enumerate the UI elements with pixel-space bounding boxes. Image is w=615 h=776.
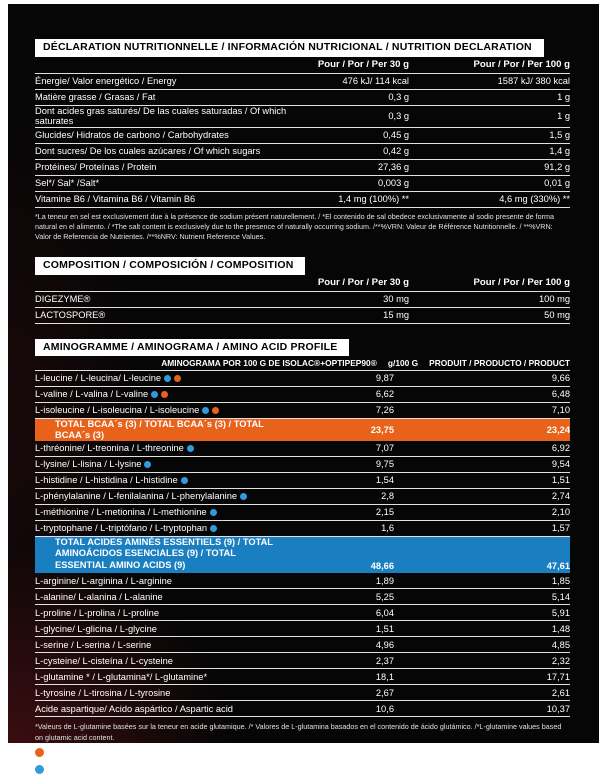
value-per-30g: 27,36 g: [377, 162, 409, 173]
value-per-100g-product: 23,24: [546, 424, 570, 435]
amino-acid-name: TOTAL ACIDES AMINÉS ESSENTIELS (9) / TOTAL AMINOÁCIDOS ESENCIALES (9) / TOTAL ESSENTIAL AMINO ACIDS (9): [55, 536, 273, 570]
table-row: [35, 292, 570, 308]
legend-essential-text: Acide aminé essentiel. / Aminoácido Esencial. / Essential amino acid.: [51, 763, 373, 775]
amino-acid-name: L-histidine / L-histidina / L-histidine: [35, 474, 178, 485]
table-row: [35, 505, 570, 521]
value-per-100g: 1587 kJ/ 380 kcal: [497, 75, 570, 86]
composition-table: [35, 275, 570, 324]
value-per-100g-product: 9,54: [551, 458, 570, 469]
bcaa-dot-icon: [35, 748, 44, 757]
amino-acid-dots: [240, 493, 247, 500]
col-header-per-100g: Pour / Por / Per 100 g: [473, 59, 570, 71]
essential-dot-icon: [164, 375, 171, 382]
essential-dot-icon: [187, 445, 194, 452]
value-per-100g-isolac: 2,15: [375, 506, 394, 517]
value-per-100g: 1 g: [557, 91, 570, 102]
ingredient-name: DIGEZYME®: [35, 293, 91, 304]
amino-acid-name: L-tyrosine / L-tirosina / L-tyrosine: [35, 687, 171, 698]
glutamine-footnote: *Valeurs de L-glutamine basées sur la teneur en acide glutamique. /* Valores de L-glutamina basados en el contenido de ácido glutámico. /*L-glutamine values based on glutamic acid content.: [35, 722, 562, 742]
value-per-100g-product: 7,10: [551, 405, 570, 416]
amino-acid-name: L-lysine/ L-lisina / L-lysine: [35, 458, 142, 469]
legend-bcaa-text: Acide aminé à chaîne ramifiée (BCAA). / Aminoácido ramificado (BCAA). / Branched Chain Amino Acid (BCAA).: [51, 746, 568, 758]
nutrient-name: Dont sucres/ De los cuales azúcares / Of which sugars: [35, 146, 261, 157]
value-per-100g-isolac: 7,26: [375, 405, 394, 416]
value-per-100g-isolac: 2,8: [381, 490, 394, 501]
essential-dot-icon: [210, 525, 217, 532]
value-per-100g-product: 10,37: [546, 703, 570, 714]
value-per-100g-product: 47,61: [546, 560, 570, 571]
value-per-100g: 1,4 g: [549, 146, 570, 157]
table-row: [35, 441, 570, 457]
value-per-100g-product: 2,32: [551, 655, 570, 666]
value-per-100g-isolac: 7,07: [375, 442, 394, 453]
salt-nrv-footnote: *La teneur en sel est exclusivement due à la présence de sodium présent naturellement. / *El contenido de sal obedece exclusivamente al sodio presente de forma natural en el alimento. / *The salt content is exclusively due to the presence of naturally occurring sodium. /**%VRN: Valeur de Référence Nutritionnelle. / **%VRN: Valor de Referencia de Nutrientes. /**%NRV: Nutrient Reference Values.: [35, 211, 555, 242]
aminogram-basis-label: AMINOGRAMA POR 100 G DE ISOLAC®+OPTIPEP90®: [161, 358, 377, 369]
table-row: [35, 685, 570, 701]
value-per-100g-product: 2,61: [551, 687, 570, 698]
value-per-30g: 30 mg: [383, 293, 409, 304]
table-row: [35, 457, 570, 473]
table-row: [35, 521, 570, 537]
table-row: [35, 637, 570, 653]
nutrient-name: Vitamine B6 / Vitamina B6 / Vitamin B6: [35, 194, 196, 205]
essential-dot-icon: [202, 407, 209, 414]
table-row: [35, 371, 570, 387]
table-row: [35, 160, 570, 176]
amino-acid-name: L-glycine/ L-glicina / L-glycine: [35, 623, 157, 634]
value-per-100g-product: 1,57: [551, 522, 570, 533]
amino-acid-name: L-cysteine/ L-cisteína / L-cysteine: [35, 655, 173, 666]
legend-bcaa: [35, 747, 570, 760]
table-row: [35, 128, 570, 144]
amino-acid-name: L-glutamine * / L-glutamina*/ L-glutamine*: [35, 671, 208, 682]
value-per-100g-isolac: 10,6: [375, 703, 394, 714]
amino-acid-name: L-phénylalanine / L-fenilalanina / L-phenylalanine: [35, 490, 238, 501]
aminogram-column-headers: [35, 356, 570, 371]
nutrition-rows: [35, 74, 570, 208]
value-per-100g-isolac: 2,67: [375, 687, 394, 698]
value-per-100g-product: 4,85: [551, 639, 570, 650]
amino-acid-name: L-arginine/ L-arginina / L-arginine: [35, 575, 172, 586]
essential-dot-icon: [210, 509, 217, 516]
value-per-100g: 50 mg: [544, 309, 570, 320]
nutrition-section-title: DÉCLARATION NUTRITIONNELLE / INFORMACIÓN NUTRICIONAL / NUTRITION DECLARATION: [35, 39, 544, 57]
value-per-100g-isolac: 48,66: [370, 560, 394, 571]
amino-acid-name: L-valine / L-valina / L-valine: [35, 389, 149, 400]
table-row: [35, 589, 570, 605]
value-per-100g-product: 6,48: [551, 389, 570, 400]
nutrition-table: [35, 57, 570, 208]
essential-dot-icon: [240, 493, 247, 500]
table-row: [35, 701, 570, 717]
nutrition-label-photo: [8, 4, 599, 775]
table-row: [35, 489, 570, 505]
amino-acid-name: TOTAL BCAA´s (3) / TOTAL BCAA´s (3) / TOTAL BCAA´s (3): [55, 419, 264, 440]
value-per-30g: 0,42 g: [383, 146, 409, 157]
value-per-100g-isolac: 1,6: [381, 522, 394, 533]
table-row: [35, 473, 570, 489]
col-header-per-30g: Pour / Por / Per 30 g: [317, 59, 409, 71]
table-row: [35, 387, 570, 403]
value-per-30g: 15 mg: [383, 309, 409, 320]
value-per-100g-product: 2,74: [551, 490, 570, 501]
aminogram-table: [35, 356, 570, 717]
nutrient-name: Protéines/ Proteínas / Protein: [35, 162, 157, 173]
value-per-100g-isolac: 6,62: [375, 389, 394, 400]
bcaa-dot-icon: [174, 375, 181, 382]
table-row: [35, 74, 570, 90]
value-per-100g-isolac: 2,37: [375, 655, 394, 666]
value-per-100g-product: 5,14: [551, 591, 570, 602]
bcaa-dot-icon: [161, 391, 168, 398]
value-per-30g: 0,003 g: [377, 178, 409, 189]
nutrient-name: Sel*/ Sal* /Salt*: [35, 178, 100, 189]
value-per-30g: 476 kJ/ 114 kcal: [342, 75, 409, 86]
value-per-100g-product: 1,51: [551, 474, 570, 485]
value-per-100g-isolac: 1,89: [375, 575, 394, 586]
table-row: [35, 419, 570, 440]
value-per-100g: 1,5 g: [549, 130, 570, 141]
amino-acid-name: L-alanine/ L-alanina / L-alanine: [35, 591, 163, 602]
table-row: [35, 90, 570, 106]
amino-acid-name: L-proline / L-prolina / L-proline: [35, 607, 160, 618]
amino-acid-dots: [210, 525, 217, 532]
amino-acid-name: L-isoleucine / L-isoleucina / L-isoleucine: [35, 405, 200, 416]
aminogram-rows: [35, 371, 570, 717]
value-per-100g-isolac: 23,75: [370, 424, 394, 435]
value-per-30g: 0,3 g: [388, 110, 409, 121]
value-per-100g-product: 1,85: [551, 575, 570, 586]
table-row: [35, 192, 570, 208]
aminogram-product-col-label: PRODUIT / PRODUCTO / PRODUCT: [429, 358, 570, 369]
value-per-100g: 1 g: [557, 110, 570, 121]
value-per-100g-product: 1,48: [551, 623, 570, 634]
table-row: [35, 669, 570, 685]
value-per-100g-product: 2,10: [551, 506, 570, 517]
amino-acid-name: L-serine / L-serina / L-serine: [35, 639, 152, 650]
composition-section: [35, 255, 570, 324]
ingredient-name: LACTOSPORE®: [35, 309, 106, 320]
value-per-30g: 0,45 g: [383, 130, 409, 141]
table-row: [35, 537, 570, 574]
value-per-100g-isolac: 18,1: [375, 671, 394, 682]
composition-column-headers: [35, 275, 570, 292]
amino-acid-name: L-tryptophane / L-triptófano / L-tryptophan: [35, 522, 208, 533]
value-per-100g-product: 9,66: [551, 373, 570, 384]
amino-acid-name: Acide aspartique/ Acido aspártico / Aspartic acid: [35, 703, 233, 714]
value-per-100g-isolac: 4,96: [375, 639, 394, 650]
bcaa-dot-icon: [212, 407, 219, 414]
value-per-100g: 91,2 g: [544, 162, 570, 173]
nutrient-name: Dont acides gras saturés/ De las cuales saturadas / Of which saturates: [35, 105, 287, 127]
value-per-100g: 100 mg: [538, 293, 570, 304]
value-per-100g: 4,6 mg (330%) **: [499, 194, 570, 205]
value-per-100g-product: 17,71: [546, 671, 570, 682]
value-per-30g: 1,4 mg (100%) **: [338, 194, 409, 205]
table-row: [35, 106, 570, 128]
aminogram-section: [35, 337, 570, 776]
legend-essential: [35, 763, 570, 776]
col-header-per-30g: Pour / Por / Per 30 g: [317, 277, 409, 289]
table-row: [35, 621, 570, 637]
table-row: [35, 144, 570, 160]
aminogram-unit-label: g/100 G: [387, 358, 419, 369]
essential-dot-icon: [144, 461, 151, 468]
essential-dot-icon: [35, 765, 44, 774]
amino-acid-dots: [144, 461, 151, 468]
amino-acid-dots: [187, 445, 194, 452]
table-row: [35, 308, 570, 324]
value-per-100g-product: 6,92: [551, 442, 570, 453]
value-per-100g-isolac: 9,75: [375, 458, 394, 469]
table-row: [35, 653, 570, 669]
table-row: [35, 605, 570, 621]
amino-acid-dots: [210, 509, 217, 516]
col-header-per-100g: Pour / Por / Per 100 g: [473, 277, 570, 289]
nutrient-name: Glucides/ Hidratos de carbono / Carbohydrates: [35, 130, 229, 141]
nutrition-declaration-section: [35, 37, 570, 242]
amino-acid-name: L-leucine / L-leucina/ L-leucine: [35, 373, 162, 384]
value-per-30g: 0,3 g: [388, 91, 409, 102]
aminogram-section-title: AMINOGRAMME / AMINOGRAMA / AMINO ACID PROFILE: [35, 339, 349, 357]
table-row: [35, 573, 570, 589]
nutrient-name: Matière grasse / Grasas / Fat: [35, 91, 156, 102]
amino-acid-dots: [151, 391, 168, 398]
composition-section-title: COMPOSITION / COMPOSICIÓN / COMPOSITION: [35, 257, 305, 275]
essential-dot-icon: [181, 477, 188, 484]
value-per-100g-product: 5,91: [551, 607, 570, 618]
table-row: [35, 176, 570, 192]
nutrient-name: Énergie/ Valor energético / Energy: [35, 75, 177, 86]
value-per-100g-isolac: 6,04: [375, 607, 394, 618]
nutrition-column-headers: [35, 57, 570, 74]
amino-acid-dots: [181, 477, 188, 484]
amino-acid-name: L-méthionine / L-metionina / L-methionine: [35, 506, 207, 517]
composition-rows: [35, 292, 570, 324]
value-per-100g-isolac: 1,51: [375, 623, 394, 634]
amino-acid-dots: [164, 375, 181, 382]
amino-acid-dots: [202, 407, 219, 414]
amino-acid-name: L-thréonine/ L-treonina / L-threonine: [35, 442, 184, 453]
value-per-100g-isolac: 9,87: [375, 373, 394, 384]
value-per-100g-isolac: 1,54: [375, 474, 394, 485]
value-per-100g: 0,01 g: [544, 178, 570, 189]
value-per-100g-isolac: 5,25: [375, 591, 394, 602]
essential-dot-icon: [151, 391, 158, 398]
table-row: [35, 403, 570, 419]
